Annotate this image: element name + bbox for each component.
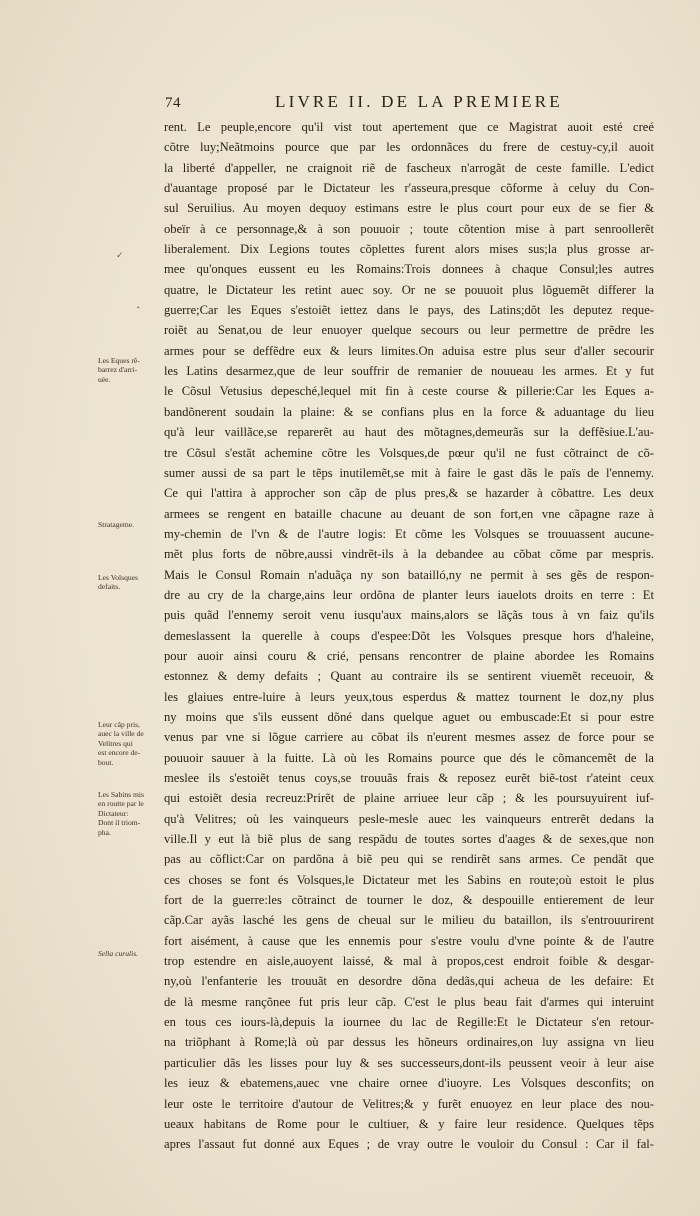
text-line: pas au cõflict:Car on pardõna à biẽ peu qui se rendirẽt sans armes. Ce pendãt que: [164, 852, 654, 867]
text-line: meslee ils s'estoiẽt tenus coys,se trouuãs frais & reposez eurẽt biẽ-tost r'ateint ceux: [164, 771, 654, 785]
text-line: ny moins que s'ils eussent dõné dans quelque aguet ou embuscade:Et si pour estre: [164, 709, 654, 724]
text-line: tre Cõsul s'estãt achemine cõtre les Volsques,de pœur qu'il ne fust cõtrainct de cõ-: [164, 445, 654, 460]
text-line: qu'à Velitres; où les vainqueurs pesle-mesle auec les vainqueurs entrerẽt dedans la: [164, 811, 654, 826]
text-line: puis quãd l'ennemy seroit venu iusqu'aux mains,alors se lãçãs tous à vn faiz qu'ils: [164, 608, 654, 623]
text-line: les ieuz & ebatemens,auec vne chaire ornee d'iuoyre. Les Volsques desconfits; on: [164, 1076, 654, 1091]
text-line: pour auoir ainsi couru & crié, pensans rencontrer de plaine abordee les Romains: [164, 648, 654, 663]
text-line: ces choses se font és Volsques,le Dictateur met les Sabins en route;où estoit le plus: [164, 872, 654, 887]
text-line: dre au cry de la charge,ains leur ordõna de planter leurs iauelots droits en terre : Et: [164, 587, 654, 602]
text-line: na triõphant à Rome;là où par dessus les hõneurs ordinaires,on luy assigna vn lieu: [164, 1035, 654, 1050]
text-line: les glaiues entre-luire à leurs yeux,tous esperdus & mattez tournent le doz,ny plus: [164, 689, 654, 704]
margin-note: Les Sabins mis en routte par le Dictateur: Dont il triom- pha.: [98, 790, 144, 837]
text-line: la liberté d'appeller, ne craignoit riẽ de fascheux n'arrogãt de ceste famille. L'edict: [164, 160, 654, 175]
text-line: Ce qui l'attira à approcher son cãp de plus pres,& se hazarder à cõbattre. Les deux: [164, 486, 654, 501]
text-line: trop estendre en aisle,auoyent laissé, & mal à propos,cest endroit foible & desgar-: [164, 954, 654, 969]
text-line: demeslassent la querelle à coups d'espee:Dõt les Volsques presque hors d'haleine,: [164, 628, 654, 643]
text-line: sul Seruilius. Au moyen dequoy estimans estre le plus court pour eux de se fier &: [164, 201, 654, 216]
running-title: LIVRE II. DE LA PREMIERE: [275, 92, 563, 111]
text-line: my-chemin de l'vn & de l'autre logis: Et cõme les Volsques se trouuassent aucune-: [164, 526, 654, 541]
text-line: quatre, le Dictateur les retint auec soy. Or ne se pouuoit plus lõguemẽt differer la: [164, 282, 654, 297]
text-line: cãp.Car ayãs lasché les gens de cheual sur le milieu du bataillon, ils s'entrouurirent: [164, 913, 654, 928]
text-line: qui estoiẽt desia recreuz:Prirẽt de plaine arriuee leur cãp ; & les poursuyuirent iuf-: [164, 791, 654, 806]
text-line: guerre;Car les Eques s'estoiẽt iettez dans le pays, des Latins;dõt les deputez reque-: [164, 303, 654, 318]
ink-mark: •: [137, 304, 140, 312]
text-line: rent. Le peuple,encore qu'il vist tout apertement que ce Magistrat auoit esté creé: [164, 120, 654, 134]
body-text: [164, 117, 654, 1155]
margin-note: Les Volsques defaits.: [98, 573, 139, 592]
text-line: le Cõsul Vetusius depesché,lequel mit fin à ceste course & pillerie:Car les Eques a-: [164, 384, 654, 399]
text-line: ueaux habitans de Rome pour le cultiuer, & y faire leur residence. Quelques tẽps: [164, 1116, 654, 1131]
text-line: ny,où l'enfanterie les trouuãt en desordre dõna dedãs,qui acheua de les defaire: Et: [164, 974, 654, 989]
text-line: fort de la guerre:les cõtrainct de tourner le doz, & despouille entierement de leur: [164, 893, 654, 908]
text-line: les Latins desarmez,que de leur souffrir de remanier de nouueau les armes. Et y fut: [164, 364, 654, 379]
margin-note: Sella curulis.: [98, 949, 139, 958]
text-line: cõtre luy;Neãtmoins pource que par les ordonnãces du frere de cestuy-cy,il auoit: [164, 140, 654, 155]
text-line: armees se rengent en bataille chacune au deuant de son fort,en vne cãpagne raze à: [164, 506, 654, 521]
page-number: 74: [165, 95, 181, 111]
text-line: sumer aussi de sa part le tẽps inutilemẽt,se mit à faire le gast dãs le païs de l'ennemy.: [164, 465, 654, 480]
text-line: en tous ces iours-là,depuis la iournee du lac de Regille:Et le Dictateur s'en retour-: [164, 1015, 654, 1030]
text-line: qu'à leur vaillãce,se reparerẽt au haut des mõtagnes,demeurãs sur la deffẽsiue.L'au-: [164, 425, 654, 440]
text-line: d'auantage proposé par le Dictateur les r'asseura,presque cõforme à celuy du Con-: [164, 181, 654, 196]
text-line: bandõnerent soudain la plaine: & se confians plus en la force & aduantage du lieu: [164, 404, 654, 419]
text-line: apres l'assaut fut donné aux Eques ; de vray outre le vouloir du Consul : Car il fal-: [164, 1137, 654, 1152]
text-line: particulier dãs les lisses pour luy & ses successeurs,dont-ils peussent veoir à leur aise: [164, 1055, 654, 1070]
text-line: obeïr à ce personnage,& à son pouuoir ; toute cõtention mise à part senroollerẽt: [164, 221, 654, 236]
text-line: venus par vne si lõgue carriere au cõbat ils n'eurent mesmes assez de force pour se: [164, 730, 654, 745]
margin-note: Leur cãp pris, auec la ville de Velitres qui est encore de- bout.: [98, 720, 144, 767]
text-line: mẽt plus forts de nõbre,aussi vindrẽt-ils à la debandee au cõbat cõme par mespris.: [164, 547, 654, 562]
text-line: ville.Il y eut là biẽ plus de sang respãdu de toutes sortes d'aages & de sexes,que non: [164, 832, 654, 847]
text-line: de là mesme rançõnee fut pris leur cãp. C'est le plus beau fait d'armes qui interuint: [164, 994, 654, 1009]
text-line: Mais le Consul Romain n'aduãça ny son batailló,ny ne permit à ses gẽs de respon-: [164, 567, 654, 582]
text-line: leur oste le territoire d'autour de Velitres;& y furẽt enuoyez en leur place des nou-: [164, 1096, 654, 1111]
margin-note: Stratageme.: [98, 520, 135, 529]
ink-mark: ✓: [116, 250, 124, 260]
text-line: mee qu'onques eussent eu les Romains:Trois donnees à chaque Consul;les autres: [164, 262, 654, 277]
text-line: armes pour se deffẽdre eux & leurs limites.On aduisa estre plus seur d'aller secourir: [164, 343, 654, 358]
text-line: fort aisément, à cause que les ennemis pour s'estre voulu d'vne pointe & de l'autre: [164, 933, 654, 948]
text-line: pouuoir sauuer à la fuitte. Là où les Romains pource que dés le cõmancemẽt de la: [164, 750, 654, 765]
margin-note: Les Eques rẽ- barrez d'arri- uée.: [98, 356, 140, 384]
text-line: estonnez & demy defaits ; Quant au contraire ils se sentirent viuemẽt receuoir, &: [164, 669, 654, 684]
text-line: roiẽt au Senat,ou de leur enuoyer quelque secours ou leur permettre de prẽdre les: [164, 323, 654, 338]
text-line: liberalement. Dix Legions toutes cõplettes furent alors mises sus;la plus grosse ar-: [164, 242, 654, 257]
